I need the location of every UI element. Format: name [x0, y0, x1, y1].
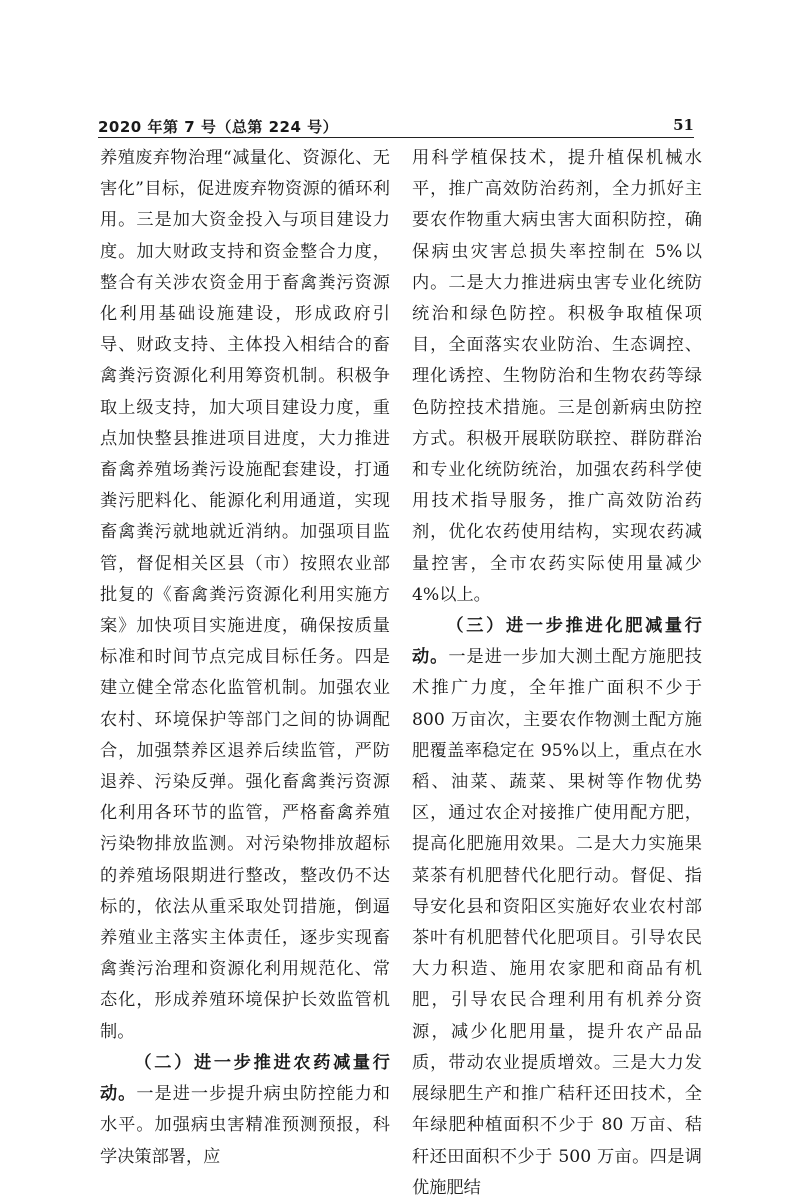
- page-header: [98, 114, 694, 138]
- page-number: 51: [673, 116, 694, 134]
- left-column: [100, 143, 390, 1173]
- paragraph: [412, 611, 702, 1204]
- paragraph: 用科学植保技术，提升植保机械水平，推广高效防治药剂，全力抓好主要农作物重大病虫害大面积防控，确保病虫灾害总损失率控制在 5%以内。二是大力推进病虫害专业化统防统治和绿色防控。积极争取植保项目，全面落实农业防治、生态调控、理化诱控、生物防治和生物农药等绿色防控技术措施。三是创新病虫防控方式。积极开展联防联控、群防群治和专业化统防统治，加强农药科学使用技术指导服务，推广高效防治药剂，优化农药使用结构，实现农药减量控害，全市农药实际使用量减少 4%以上。: [412, 148, 702, 605]
- paragraph: 养殖废弃物治理“减量化、资源化、无害化”目标，促进废弃物资源的循环利用。三是加大资金投入与项目建设力度。加大财政支持和资金整合力度，整合有关涉农资金用于畜禽粪污资源化利用基础设施建设，形成政府引导、财政支持、主体投入相结合的畜禽粪污资源化利用筹资机制。积极争取上级支持，加大项目建设力度，重点加快整县推进项目进度，大力推进畜禽养殖场粪污设施配套建设，打通粪污肥料化、能源化利用通道，实现畜禽粪污就地就近消纳。加强项目监管，督促相关区县（市）按照农业部批复的《畜禽粪污资源化利用实施方案》加快项目实施进度，确保按质量标准和时间节点完成目标任务。四是建立健全常态化监管机制。加强农业农村、环境保护等部门之间的协调配合，加强禁养区退养后续监管，严防退养、污染反弹。强化畜禽粪污资源化利用各环节的监管，严格畜禽养殖污染物排放监测。对污染物排放超标的养殖场限期进行整改，整改仍不达标的，依法从重采取处罚措施，倒逼养殖业主落实主体责任，逐步实现畜禽粪污治理和资源化利用规范化、常态化，形成养殖环境保护长效监管机制。: [100, 148, 390, 1042]
- section-heading: （三）进一步推进化肥减量行动。: [412, 616, 702, 668]
- paragraph: [100, 1048, 390, 1173]
- paragraph-body: 一是进一步提升病虫防控能力和水平。加强病虫害精准预测预报，科学决策部署，应: [100, 1084, 390, 1167]
- section-heading: （二）进一步推进农药减量行动。: [100, 1052, 390, 1105]
- header-rule: [98, 137, 694, 138]
- journal-issue: 2020 年第 7 号（总第 224 号）: [98, 118, 339, 136]
- right-column: [412, 143, 702, 1204]
- paragraph-body: 一是进一步加大测土配方施肥技术推广力度，全年推广面积不少于 800 万亩次，主要农作物测土配方施肥覆盖率稳定在 95%以上，重点在水稻、油菜、蔬菜、果树等作物优势区，通过农企对接推广使用配方肥，提高化肥施用效果。二是大力实施果菜茶有机肥替代化肥行动。督促、指导安化县和资阳区实施好农业农村部茶叶有机肥替代化肥项目。引导农民大力积造、施用农家肥和商品有机肥，引导农民合理利用有机养分资源，减少化肥用量，提升农产品品质，带动农业提质增效。三是大力发展绿肥生产和推广秸秆还田技术，全年绿肥种植面积不少于 80 万亩、秸秆还田面积不少于 500 万亩。四是调优施肥结: [412, 647, 702, 1198]
